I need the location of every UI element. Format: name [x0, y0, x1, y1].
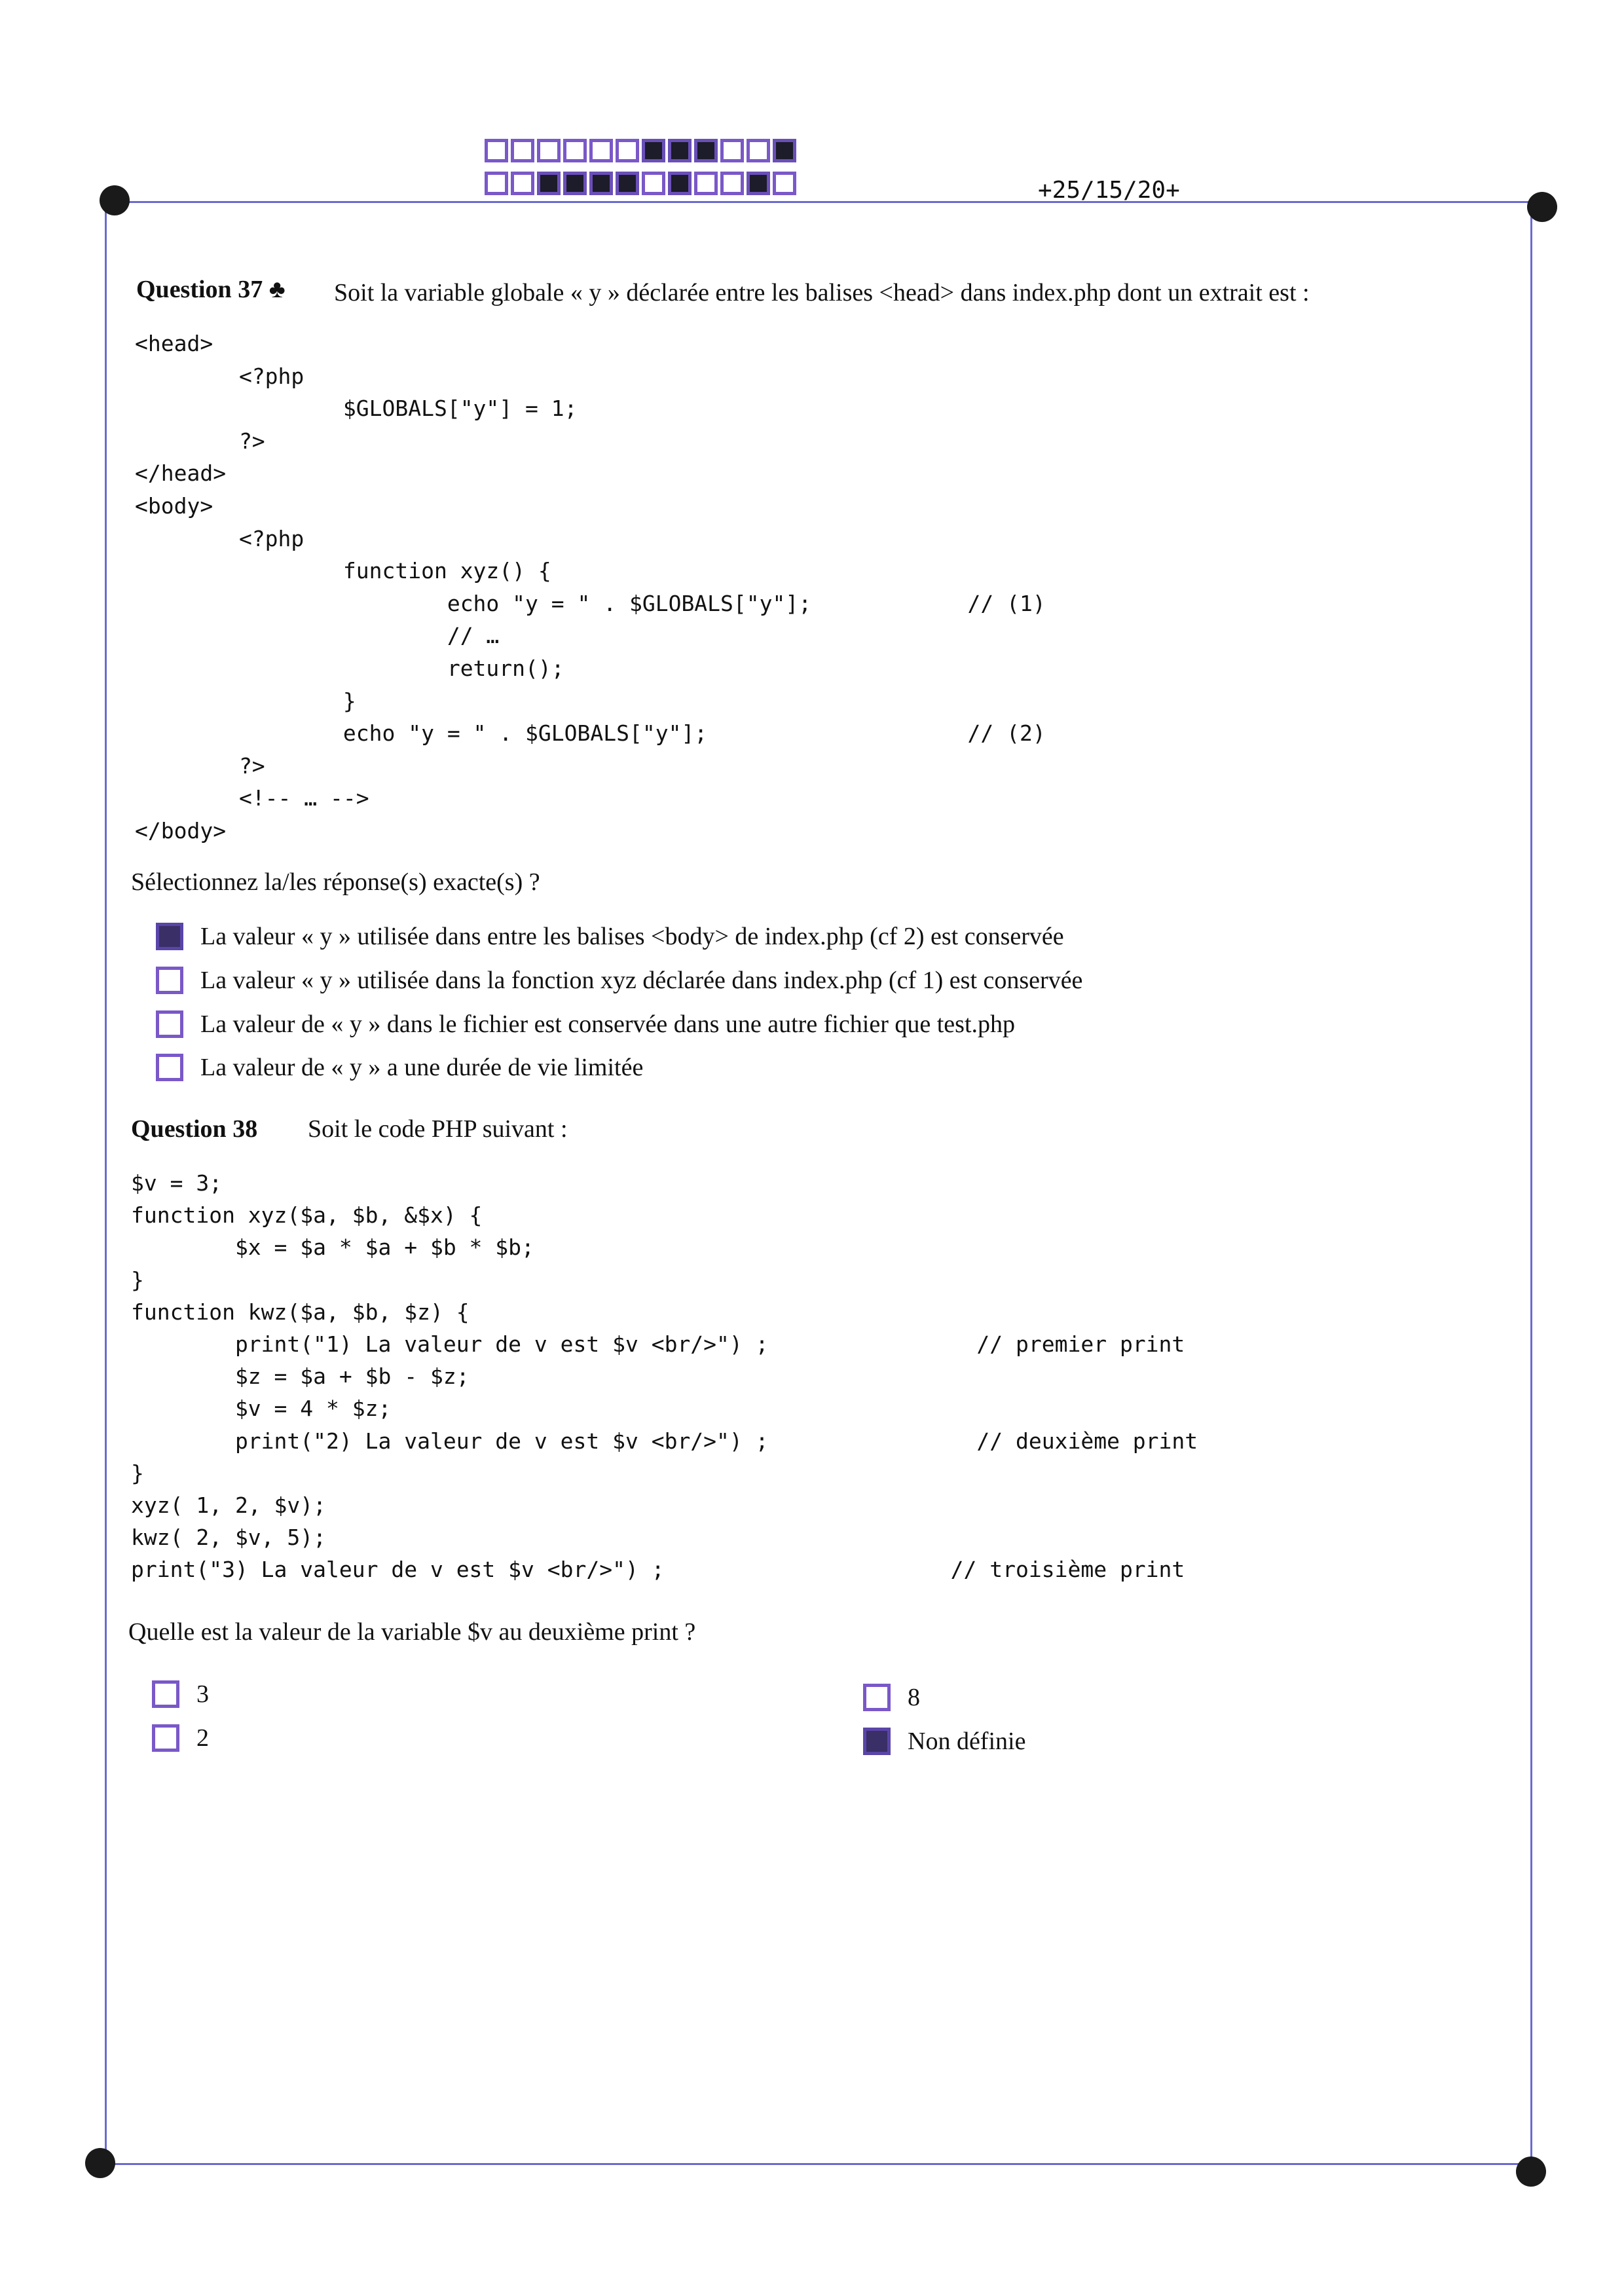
q38-choice-4[interactable]	[863, 1727, 1025, 1756]
q37-code-line: <!-- … -->	[135, 785, 369, 811]
barcode-cell	[511, 172, 534, 195]
q38-checkbox-1[interactable]	[152, 1680, 179, 1708]
frame-top	[115, 201, 1543, 203]
corner-mark-bottom-left	[85, 2148, 115, 2178]
q38-code-line: $z = $a + $b - $z;	[131, 1363, 470, 1390]
q37-code-line: <?php	[135, 363, 304, 389]
q37-checkbox-2[interactable]	[156, 967, 183, 994]
barcode-cell	[537, 172, 561, 195]
question-37-prompt: Sélectionnez la/les réponse(s) exacte(s) ?	[131, 868, 540, 896]
barcode-cell	[668, 139, 692, 162]
q37-choice-label: La valeur de « y » dans le fichier est conservée dans une autre fichier que test.php	[200, 1010, 1015, 1038]
corner-mark-top-right	[1527, 192, 1557, 222]
q38-choice-2[interactable]	[152, 1724, 209, 1752]
q37-choice-3[interactable]	[156, 1010, 1015, 1039]
question-37-label: Question 37	[136, 276, 263, 303]
q38-code-line: $v = 3;	[131, 1170, 223, 1196]
barcode-cell	[616, 172, 639, 195]
q38-choice-label: Non définie	[908, 1728, 1026, 1755]
q37-code-line: function xyz() {	[135, 558, 551, 584]
q37-choice-label: La valeur « y » utilisée dans la fonction xyz déclarée dans index.php (cf 1) est conservée	[200, 967, 1083, 994]
question-38-text: Soit le code PHP suivant :	[308, 1115, 568, 1143]
q37-code-line: }	[135, 688, 356, 714]
barcode-cell	[720, 139, 744, 162]
q38-code-line: $x = $a * $a + $b * $b;	[131, 1234, 534, 1261]
barcode-row-bottom	[485, 172, 799, 195]
frame-left	[105, 200, 107, 2164]
q37-choice-4[interactable]	[156, 1053, 643, 1082]
barcode-cell	[589, 139, 613, 162]
q37-code-line: echo "y = " . $GLOBALS["y"]; // (1)	[135, 590, 1046, 616]
question-38-prompt: Quelle est la valeur de la variable $v au deuxième print ?	[128, 1618, 696, 1646]
q37-checkbox-4[interactable]	[156, 1054, 183, 1081]
q38-code-line: function kwz($a, $b, $z) {	[131, 1299, 470, 1325]
q37-code-line: ?>	[135, 752, 265, 779]
question-38-code	[131, 1167, 1198, 1586]
q38-code-line: $v = 4 * $z;	[131, 1396, 392, 1422]
q37-checkbox-1[interactable]	[156, 923, 183, 950]
barcode-cell	[537, 139, 561, 162]
q38-choice-3[interactable]	[863, 1683, 920, 1712]
barcode-cell	[563, 172, 587, 195]
q37-code-line: </body>	[135, 817, 227, 843]
q38-code-line: }	[131, 1267, 144, 1293]
barcode-cell	[694, 172, 718, 195]
question-37-text: Soit la variable globale « y » déclarée entre les balises <head> dans index.php dont un extrait est :	[334, 279, 1310, 306]
q37-choice-2[interactable]	[156, 966, 1082, 995]
q37-code-line: <head>	[135, 331, 213, 356]
barcode-cell	[773, 139, 796, 162]
page-id: +25/15/20+	[1038, 177, 1180, 204]
q37-code-line: echo "y = " . $GLOBALS["y"]; // (2)	[135, 720, 1046, 747]
barcode-cell	[694, 139, 718, 162]
barcode-cell	[511, 139, 534, 162]
q38-code-line: function xyz($a, $b, &$x) {	[131, 1202, 483, 1229]
q37-code-line: ?>	[135, 428, 265, 454]
corner-mark-bottom-right	[1516, 2157, 1546, 2187]
question-38-label: Question 38	[131, 1115, 258, 1143]
q38-choice-label: 3	[196, 1680, 209, 1708]
corner-mark-top-left	[100, 185, 130, 215]
q37-code-line: <?php	[135, 525, 304, 551]
question-38-heading	[131, 1115, 257, 1143]
q38-checkbox-3[interactable]	[863, 1684, 891, 1711]
q37-code-line: // …	[135, 623, 500, 649]
frame-right	[1530, 203, 1532, 2164]
q37-code-line: $GLOBALS["y"] = 1;	[135, 396, 578, 422]
q38-checkbox-4[interactable]	[863, 1728, 891, 1755]
q37-code-line: </head>	[135, 460, 227, 487]
question-37-code	[135, 327, 1046, 847]
barcode-cell	[747, 139, 770, 162]
q38-code-line: print("2) La valeur de v est $v <br/>") ; // deuxième print	[131, 1428, 1198, 1454]
q38-code-line: xyz( 1, 2, $v);	[131, 1492, 327, 1519]
frame-bottom	[102, 2163, 1534, 2165]
barcode-cell	[668, 172, 692, 195]
barcode-cell	[720, 172, 744, 195]
barcode-cell	[563, 139, 587, 162]
q38-checkbox-2[interactable]	[152, 1724, 179, 1752]
q38-code-line: print("3) La valeur de v est $v <br/>") ; // troisième print	[131, 1557, 1185, 1583]
barcode-cell	[485, 172, 508, 195]
question-37-heading	[136, 275, 286, 304]
q37-code-line: return();	[135, 655, 564, 681]
barcode-cell	[642, 139, 665, 162]
barcode-cell	[589, 172, 613, 195]
barcode-cell	[485, 139, 508, 162]
barcode-cell	[773, 172, 796, 195]
barcode-cell	[642, 172, 665, 195]
q38-code-line: }	[131, 1460, 144, 1486]
q38-code-line: print("1) La valeur de v est $v <br/>") ; // premier print	[131, 1331, 1185, 1358]
q38-choice-label: 2	[196, 1724, 209, 1752]
q37-code-line: <body>	[135, 492, 213, 519]
q37-choice-label: La valeur « y » utilisée dans entre les balises <body> de index.php (cf 2) est conservée	[200, 923, 1064, 950]
barcode-cell	[616, 139, 639, 162]
q37-choice-label: La valeur de « y » a une durée de vie limitée	[200, 1054, 644, 1081]
q37-choice-1[interactable]	[156, 922, 1064, 951]
q38-choice-label: 8	[908, 1684, 920, 1711]
barcode-cell	[747, 172, 770, 195]
barcode-row-top	[485, 139, 799, 162]
q38-code-line: kwz( 2, $v, 5);	[131, 1525, 327, 1551]
q38-choice-1[interactable]	[152, 1680, 209, 1709]
q37-checkbox-3[interactable]	[156, 1010, 183, 1038]
club-icon: ♣	[268, 276, 286, 303]
